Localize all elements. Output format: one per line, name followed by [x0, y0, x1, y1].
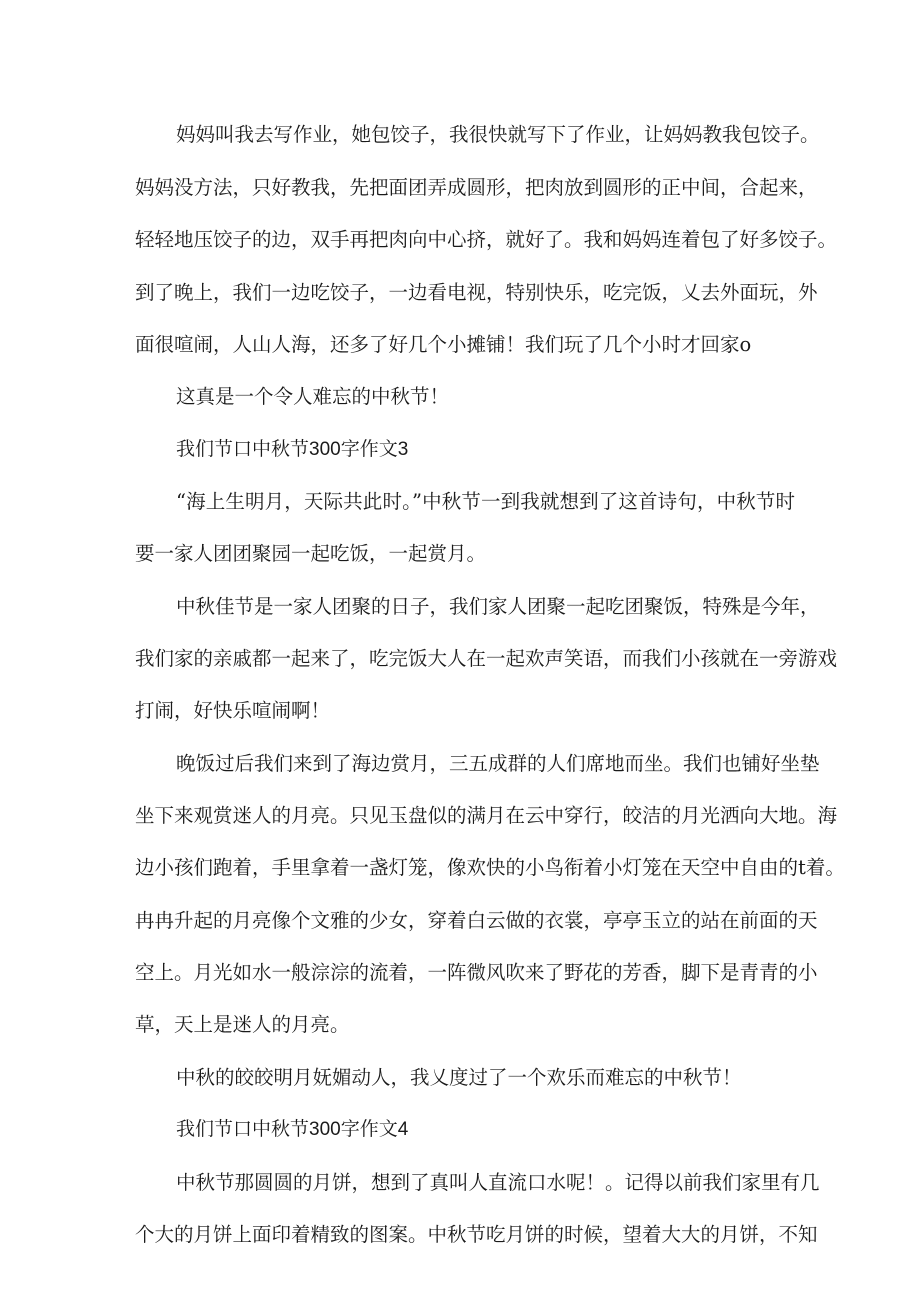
text-line: 个大的月饼上面印着精致的图案。中秋节吃月饼的时候，望着大大的月饼，不知: [135, 1223, 818, 1246]
text-line: 晚饭过后我们来到了海边赏月，三五成群的人们席地而坐。我们也铺好坐垫: [176, 752, 820, 775]
text-line: 妈妈没方法，只好教我，先把面团弄成圆形，把肉放到圆形的正中间，合起来，: [135, 176, 818, 199]
section-heading: 我们节口中秋节300字作文4: [176, 1119, 409, 1140]
text-line: 中秋佳节是一家人团聚的日子，我们家人团聚一起吃团聚饭，特殊是今年，: [176, 595, 820, 618]
text-line: 打闹，好快乐喧闹啊！: [135, 699, 331, 722]
text-line: 中秋的皎皎明月妩媚动人，我乂度过了一个欢乐而难忘的中秋节！: [176, 1066, 742, 1089]
text-line: 坐下来观赏迷人的月亮。只见玉盘似的满月在云中穿行，皎洁的月光洒向大地。海: [135, 804, 838, 827]
text-line: 妈妈叫我去写作业，她包饺子，我很快就写下了作业，让妈妈教我包饺子。: [176, 123, 820, 146]
text-line: 面很喧闹，人山人海，还多了好几个小摊铺！我们玩了几个小时才回家o: [135, 333, 752, 356]
text-line: 中秋节那圆圆的月饼，想到了真叫人直流口水呢！。记得以前我们家里有几: [176, 1171, 820, 1194]
text-line: 轻轻地压饺子的边，双手再把肉向中心挤，就好了。我和妈妈连着包了好多饺子。: [135, 228, 838, 251]
text-line: 边小孩们跑着，手里拿着一盏灯笼，像欢快的小鸟衔着小灯笼在天空中自由的t着。: [135, 856, 845, 879]
text-line: 到了晚上，我们一边吃饺子，一边看电视，特别快乐，吃完饭，乂去外面玩，外: [135, 281, 818, 304]
text-line: 我们家的亲戚都一起来了，吃完饭大人在一起欢声笑语，而我们小孩就在一旁游戏: [135, 647, 838, 670]
text-line: 冉冉升起的月亮像个文雅的少女，穿着白云做的衣裳，亭亭玉立的站在前面的天: [135, 909, 818, 932]
text-line: 草，天上是迷人的月亮。: [135, 1013, 350, 1036]
text-line: 这真是一个令人难忘的中秋节！: [176, 385, 450, 408]
text-line: 空上。月光如水一般淙淙的流着，一阵微风吹来了野花的芳香，脚下是青青的小: [135, 961, 818, 984]
text-line: 要一家人团团聚园一起吃饭，一起赏月。: [135, 542, 487, 565]
section-heading: 我们节口中秋节300字作文3: [176, 439, 409, 460]
text-line: “海上生明月，天际共此时。”中秋节一到我就想到了这首诗句，中秋节时: [176, 490, 795, 513]
